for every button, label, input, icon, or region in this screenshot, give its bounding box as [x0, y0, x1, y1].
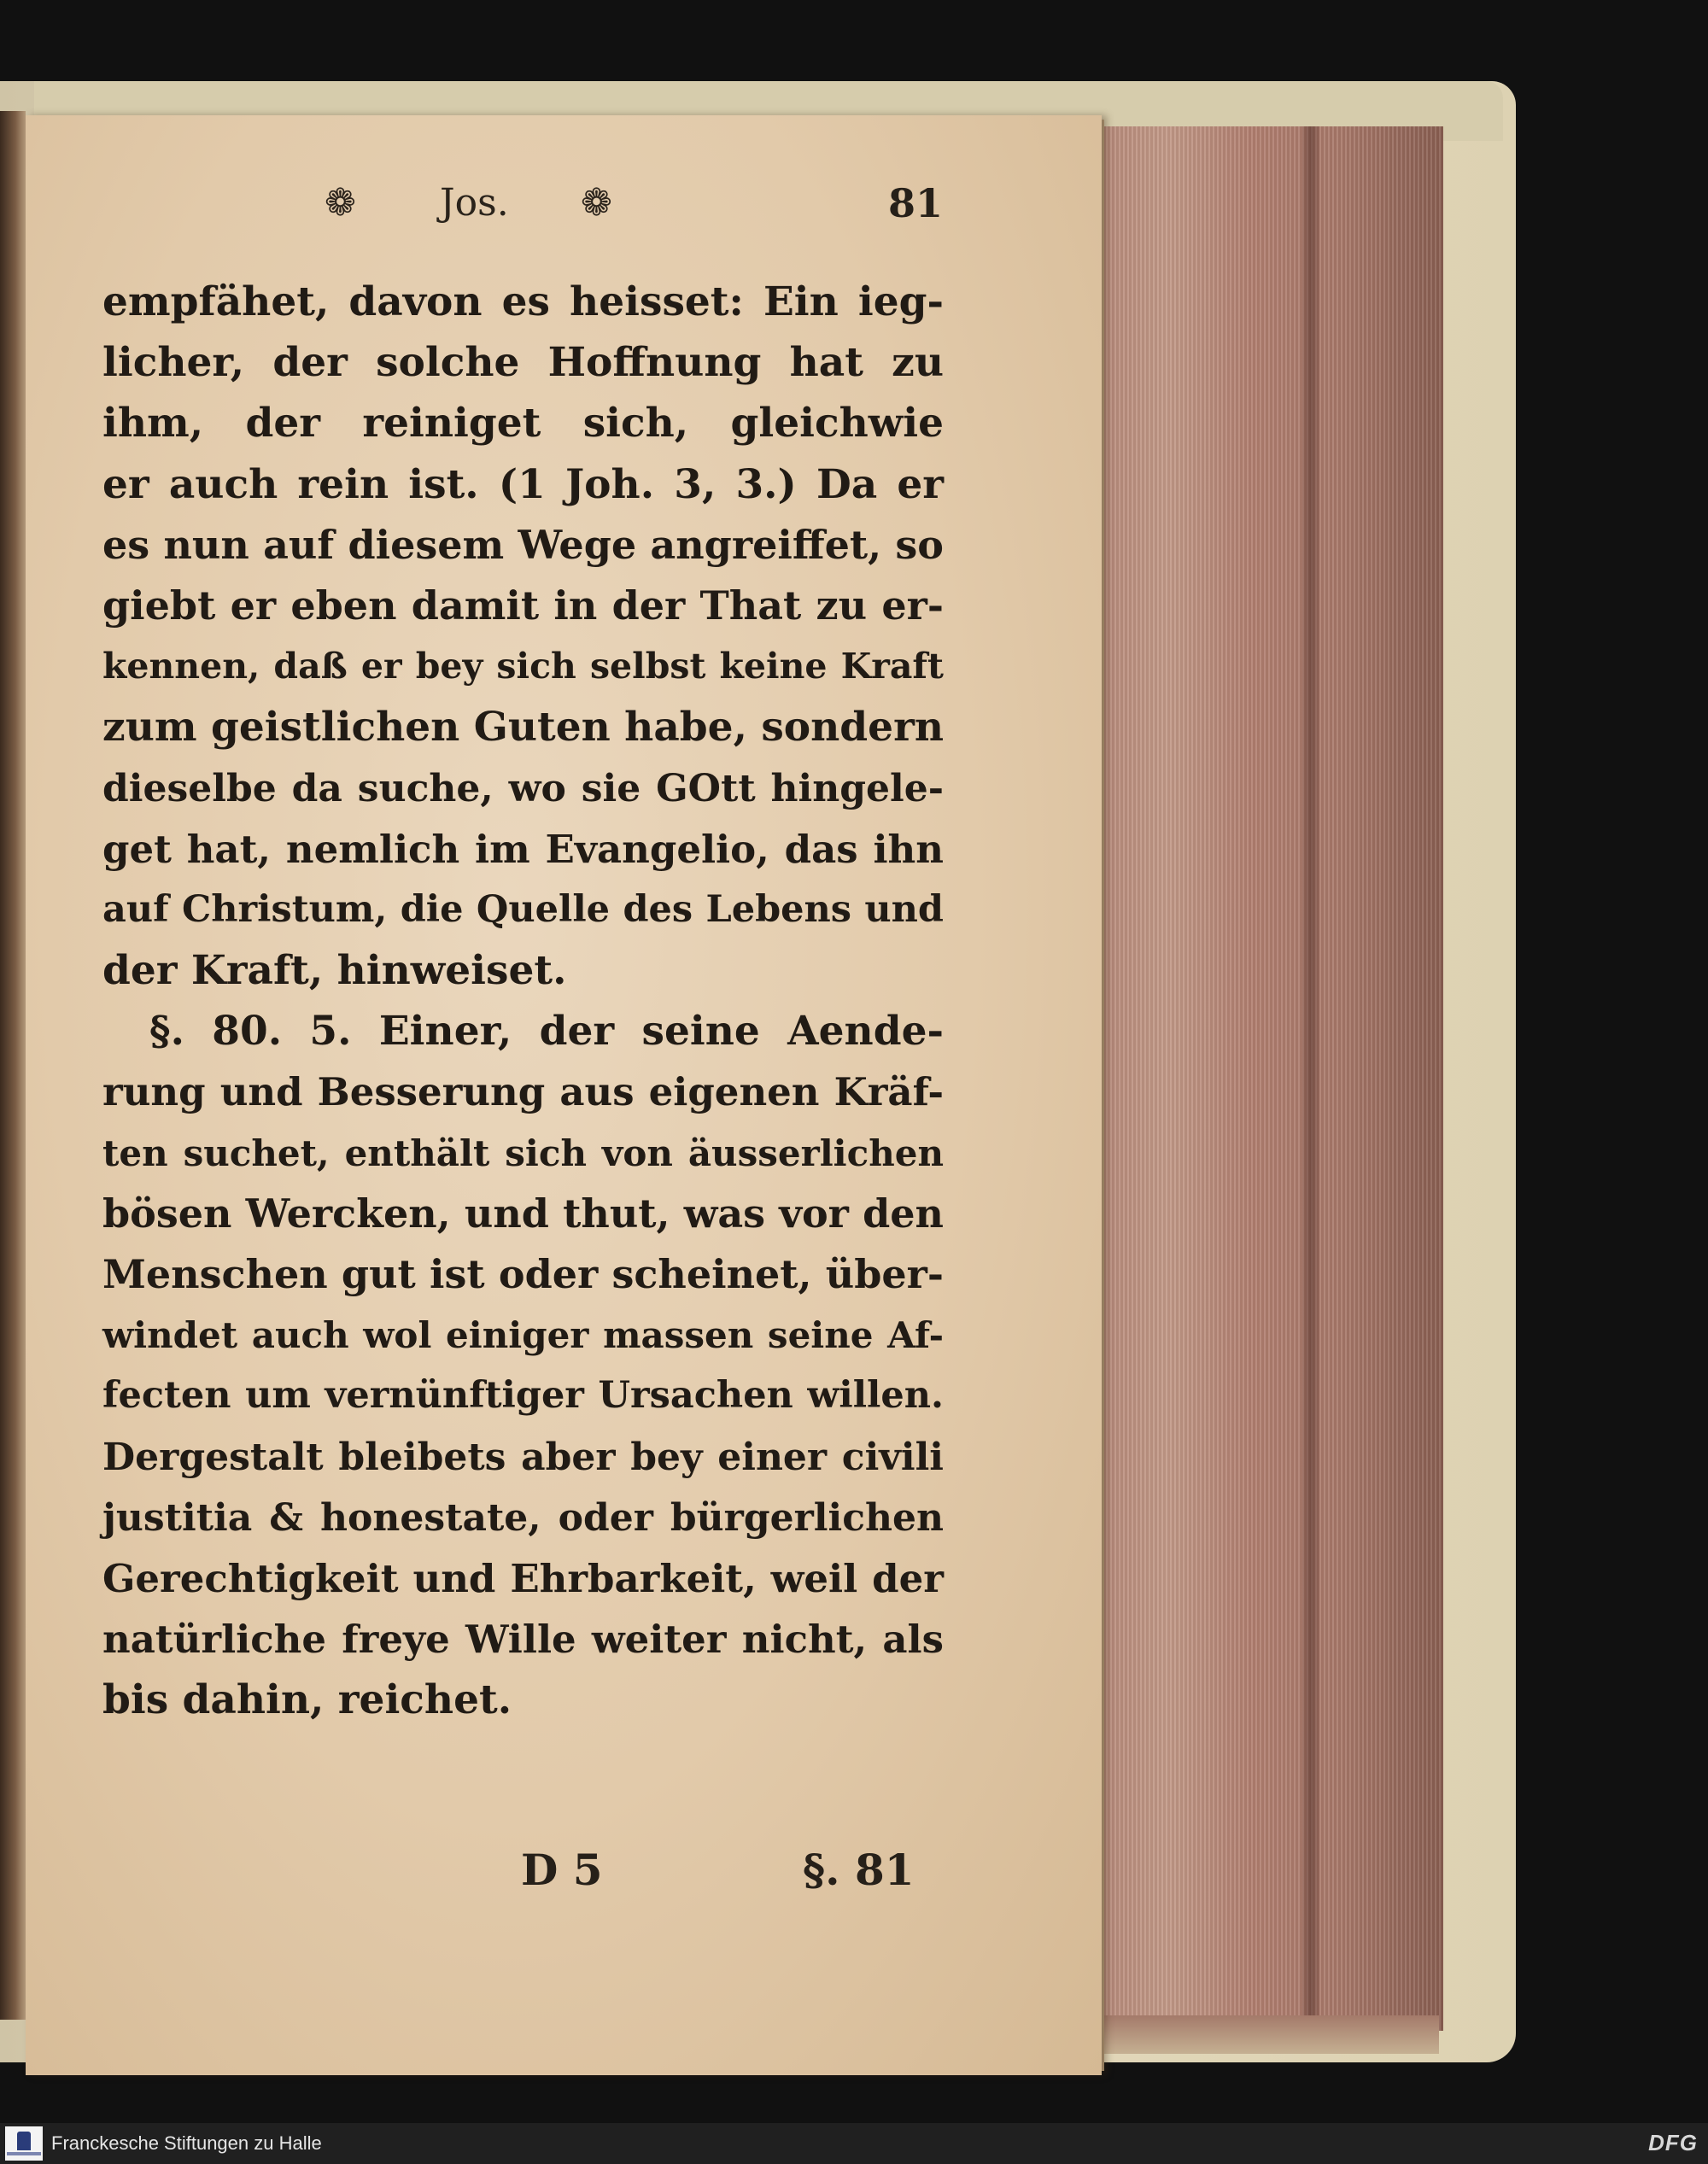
text-line: kennen, daß er bey sich selbst keine Kraft — [102, 646, 944, 687]
text-line: empfähet, davon es heisset: Ein ieg- — [102, 278, 944, 325]
viewer-credit-bar — [0, 2123, 1708, 2164]
section-heading-line: §. 80. 5. Einer, der seine Aende- — [149, 1008, 944, 1056]
institution-name: Franckesche Stiftungen zu Halle — [51, 2132, 322, 2154]
text-line: Dergestalt bleibets aber bey einer civili — [102, 1435, 944, 1479]
text-line: justitia & honestate, oder bürgerlichen — [102, 1495, 944, 1540]
running-title: Jos. — [440, 181, 509, 225]
text-line: dieselbe da suche, wo sie GOtt hingele- — [102, 766, 944, 810]
text-line: bis dahin, reichet. — [102, 1676, 512, 1724]
institution-logo-icon — [5, 2126, 43, 2161]
body-text — [102, 272, 944, 1731]
left-page-edge — [0, 111, 26, 2020]
flower-ornament-icon: ❁ — [581, 181, 612, 225]
text-line: bösen Wercken, und thut, was vor den — [102, 1190, 944, 1237]
page-block-bottom — [1097, 2015, 1439, 2054]
funder-logo: DFG — [1648, 2130, 1698, 2155]
running-header — [325, 178, 956, 229]
text-line: er auch rein ist. (1 Joh. 3, 3.) Da er — [102, 460, 944, 508]
page-number: 81 — [888, 180, 944, 226]
text-line: natürliche freye Wille weiter nicht, als — [102, 1617, 944, 1663]
page-block-shade — [1302, 126, 1319, 2031]
text-line: Gerechtigkeit und Ehrbarkeit, weil der — [102, 1555, 944, 1601]
text-line: zum geistlichen Guten habe, sondern — [102, 704, 944, 752]
text-line: auf Christum, die Quelle des Lebens und — [102, 887, 944, 931]
text-line: rung und Besserung aus eigenen Kräf- — [102, 1069, 944, 1115]
text-line: ihm, der reiniget sich, gleichwie — [102, 400, 944, 447]
text-line: giebt er eben damit in der That zu er- — [102, 582, 944, 629]
text-line: der Kraft, hinweiset. — [102, 947, 567, 995]
flower-ornament-icon: ❁ — [325, 181, 356, 225]
text-line: fecten um vernünftiger Ursachen willen. — [102, 1374, 944, 1418]
signature-mark: D 5 — [521, 1845, 603, 1895]
text-line: windet auch wol einiger massen seine Af- — [102, 1314, 944, 1357]
text-line: get hat, nemlich im Evangelio, das ihn — [102, 826, 944, 872]
text-line: es nun auf diesem Wege angreiffet, so — [102, 521, 944, 568]
text-line: ten suchet, enthält sich von äusserlichen — [102, 1132, 944, 1174]
page-block-edges — [1097, 126, 1443, 2031]
catchword: §. 81 — [803, 1845, 915, 1895]
text-line: licher, der solche Hoffnung hat zu — [102, 339, 944, 387]
text-line: Menschen gut ist oder scheinet, über- — [102, 1251, 944, 1297]
